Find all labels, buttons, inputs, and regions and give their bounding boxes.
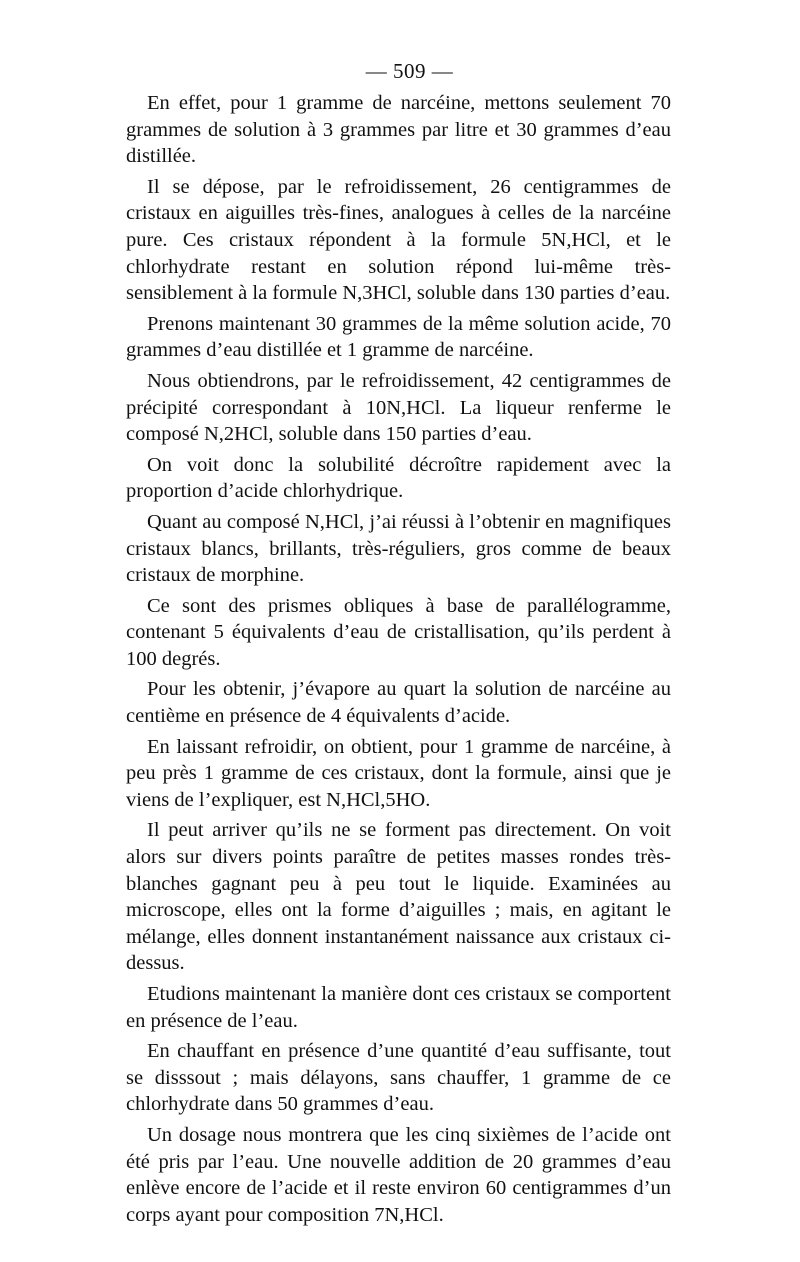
paragraph: En laissant refroidir, on obtient, pour 1 gramme de narcéine, à peu près 1 gramme de ces cristaux, dont la formule, ainsi que je viens de l’expliquer, est N,HCl,5HO. bbox=[126, 735, 671, 811]
paragraph: Il se dépose, par le refroidissement, 26 centigrammes de cristaux en aiguilles très-fines, analogues à celles de la narcéine pure. Ces cristaux répondent à la formule 5N,HCl, et le chlorhydrate restant en solution répond lui-même très-sensiblement à la formule N,3HCl, soluble dans 130 parties d’eau. bbox=[126, 175, 671, 305]
paragraph: Il peut arriver qu’ils ne se forment pas directement. On voit alors sur divers points paraître de petites masses rondes très-blanches gagnant peu à peu tout le liquide. Examinées au microscope, elles ont la forme d’aiguilles ; mais, en agitant le mélange, elles donnent instantanément naissance aux cristaux ci-dessus. bbox=[126, 819, 671, 975]
paragraph: Un dosage nous montrera que les cinq sixièmes de l’acide ont été pris par l’eau. Une nouvelle addition de 20 grammes d’eau enlève encore de l’acide et il reste environ 60 centigrammes d’un corps ayant pour composition 7N,HCl. bbox=[126, 1123, 671, 1226]
paragraph: En chauffant en présence d’une quantité d’eau suffisante, tout se disssout ; mais délayons, sans chauffer, 1 gramme de ce chlorhydrate dans 50 grammes d’eau. bbox=[126, 1040, 671, 1116]
paragraph: Prenons maintenant 30 grammes de la même solution acide, 70 grammes d’eau distillée et 1 gramme de narcéine. bbox=[126, 312, 671, 362]
paragraph: On voit donc la solubilité décroître rapidement avec la proportion d’acide chlorhydrique. bbox=[126, 453, 671, 503]
book-page bbox=[126, 58, 671, 1228]
paragraph: Ce sont des prismes obliques à base de parallélogramme, contenant 5 équivalents d’eau de cristallisation, qu’ils perdent à 100 degrés. bbox=[126, 594, 671, 670]
paragraph: Nous obtiendrons, par le refroidissement, 42 centigrammes de précipité correspondant à 10N,HCl. La liqueur renferme le composé N,2HCl, soluble dans 150 parties d’eau. bbox=[126, 369, 671, 446]
paragraph: En effet, pour 1 gramme de narcéine, mettons seulement 70 grammes de solution à 3 grammes par litre et 30 grammes d’eau distillée. bbox=[126, 92, 671, 168]
paragraph: Etudions maintenant la manière dont ces cristaux se comportent en présence de l’eau. bbox=[126, 983, 671, 1032]
page-number: — 509 — bbox=[365, 59, 454, 83]
paragraph: Quant au composé N,HCl, j’ai réussi à l’obtenir en magnifiques cristaux blancs, brillants, très-réguliers, gros comme de beaux cristaux de morphine. bbox=[126, 510, 671, 587]
paragraph: Pour les obtenir, j’évapore au quart la solution de narcéine au centième en présence de 4 équivalents d’acide. bbox=[126, 678, 671, 728]
